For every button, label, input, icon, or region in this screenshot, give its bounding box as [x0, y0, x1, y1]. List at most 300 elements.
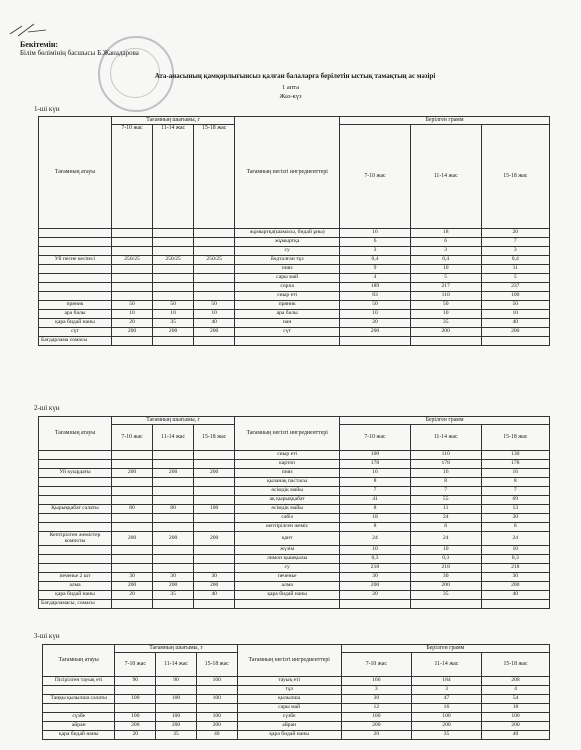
portion-cell: 200 — [153, 468, 194, 477]
header-grams-age: 15-18 жас — [481, 124, 549, 228]
ingredient-cell: картоп — [235, 459, 340, 468]
grams-cell: 24 — [481, 531, 549, 545]
grams-cell: 54 — [482, 694, 550, 703]
grams-cell: 166 — [341, 676, 411, 685]
portion-cell: 200 — [112, 468, 153, 477]
grams-cell: 24 — [410, 513, 481, 522]
grams-cell: 41 — [340, 495, 411, 504]
table-row — [39, 572, 550, 581]
table-row — [39, 459, 550, 468]
portion-cell — [112, 282, 153, 291]
portion-cell — [153, 513, 194, 522]
header-grams: Берілген грамм — [340, 117, 550, 125]
grams-cell: 0,4 — [340, 255, 411, 264]
grams-cell: 18 — [410, 228, 481, 237]
grams-cell: 208 — [482, 676, 550, 685]
portion-cell: 200 — [194, 468, 235, 477]
grams-cell: 8 — [340, 522, 411, 531]
portion-cell — [112, 246, 153, 255]
table-row — [43, 721, 550, 730]
table-row — [39, 255, 550, 264]
portion-cell — [194, 237, 235, 246]
grams-cell: 100 — [482, 712, 550, 721]
dish-name-cell: Уй песне кеспесі — [39, 255, 112, 264]
day-label: 2-ші күн — [34, 404, 60, 412]
ingredient-cell: сүзбе — [237, 712, 341, 721]
portion-cell: 100 — [156, 694, 197, 703]
portion-cell — [194, 599, 235, 608]
grams-cell: 18 — [340, 513, 411, 522]
portion-cell — [153, 477, 194, 486]
dish-name-cell — [43, 703, 115, 712]
header-dish: Тағамның атауы — [43, 645, 115, 677]
portion-cell: 250/25 — [194, 255, 235, 264]
dish-name-cell — [39, 495, 112, 504]
grams-cell: 30 — [410, 572, 481, 581]
ingredient-cell: сорпа — [235, 282, 340, 291]
dish-name-cell — [39, 282, 112, 291]
grams-cell: 10 — [410, 545, 481, 554]
grams-cell: 35 — [410, 590, 481, 599]
portion-cell — [194, 264, 235, 273]
grams-cell: 110 — [410, 450, 481, 459]
grams-cell: 24 — [410, 531, 481, 545]
dish-name-cell: алма — [39, 581, 112, 590]
header-grams-age: 7-10 жас — [340, 124, 411, 228]
ingredient-cell: ақ қырыққабат — [235, 495, 340, 504]
grams-cell: 30 — [341, 694, 411, 703]
header-portion-age: 11-14 жас — [156, 652, 197, 676]
dish-name-cell: айран — [43, 721, 115, 730]
header-portion-age: 15-18 жас — [194, 424, 235, 450]
portion-cell: 200 — [112, 327, 153, 336]
portion-cell: 30 — [153, 572, 194, 581]
portion-cell — [194, 545, 235, 554]
grams-cell: 178 — [340, 459, 411, 468]
header-grams-age: 11-14 жас — [410, 124, 481, 228]
portion-cell: 80 — [112, 504, 153, 513]
portion-cell — [153, 459, 194, 468]
ingredient-cell: ара балы — [235, 309, 340, 318]
portion-cell — [112, 264, 153, 273]
portion-cell — [112, 291, 153, 300]
grams-cell: 8 — [481, 522, 549, 531]
grams-cell: 10 — [410, 309, 481, 318]
portion-cell — [153, 450, 194, 459]
header-grams-age: 11-14 жас — [411, 652, 481, 676]
header-grams-age: 15-18 жас — [481, 424, 549, 450]
grams-cell: 16 — [411, 703, 481, 712]
portion-cell — [153, 291, 194, 300]
menu-table — [38, 116, 550, 346]
portion-cell: 40 — [196, 730, 237, 739]
grams-cell — [481, 599, 549, 608]
portion-cell — [194, 273, 235, 282]
grams-cell: 7 — [410, 486, 481, 495]
grams-cell: 4 — [340, 273, 411, 282]
grams-cell: 100 — [481, 291, 549, 300]
grams-cell: 35 — [410, 318, 481, 327]
portion-cell: 200 — [194, 327, 235, 336]
day-label: 3-ші күн — [34, 632, 60, 640]
portion-cell — [194, 246, 235, 255]
table-row — [39, 486, 550, 495]
ingredient-cell: қант — [235, 531, 340, 545]
table-row — [39, 545, 550, 554]
ingredient-cell: сары май — [235, 273, 340, 282]
header-grams-age: 7-10 жас — [341, 652, 411, 676]
portion-cell — [153, 563, 194, 572]
portion-cell: 20 — [112, 590, 153, 599]
portion-cell: 50 — [153, 300, 194, 309]
week-label: 1 апта — [282, 84, 299, 91]
grams-cell: 55 — [410, 495, 481, 504]
table-row — [39, 504, 550, 513]
table-row — [39, 300, 550, 309]
portion-cell — [194, 282, 235, 291]
portion-cell: 100 — [196, 712, 237, 721]
ingredient-cell: жұмыртқа(шамасы, бидай ұны) — [235, 228, 340, 237]
table-row — [43, 730, 550, 739]
portion-cell: 40 — [194, 318, 235, 327]
grams-cell: 200 — [410, 581, 481, 590]
portion-cell: 10 — [194, 309, 235, 318]
table-row — [39, 554, 550, 563]
header-portion-age: 7-10 жас — [112, 424, 153, 450]
table-row — [39, 495, 550, 504]
grams-cell: 7 — [481, 486, 549, 495]
portion-cell: 200 — [194, 531, 235, 545]
portion-cell — [153, 545, 194, 554]
table-row — [39, 318, 550, 327]
header-grams-age: 11-14 жас — [410, 424, 481, 450]
header-dish: Тағамның атауы — [39, 117, 112, 229]
signature-mark — [8, 20, 48, 40]
grams-cell: 218 — [340, 563, 411, 572]
dish-name-cell — [39, 291, 112, 300]
grams-cell — [340, 599, 411, 608]
table-row — [39, 477, 550, 486]
grams-cell: 189 — [340, 282, 411, 291]
dish-name-cell: пряник — [39, 300, 112, 309]
ingredient-cell — [235, 599, 340, 608]
grams-cell: 0,3 — [340, 554, 411, 563]
grams-cell: 13 — [481, 504, 549, 513]
grams-cell: 16 — [481, 468, 549, 477]
grams-cell: 3 — [341, 685, 411, 694]
grams-cell: 8 — [410, 522, 481, 531]
portion-cell — [194, 513, 235, 522]
ingredient-cell: қызылша — [237, 694, 341, 703]
portion-cell: 30 — [194, 572, 235, 581]
portion-cell — [153, 522, 194, 531]
table-row — [39, 264, 550, 273]
dish-name-cell — [39, 554, 112, 563]
grams-cell: 8 — [340, 504, 411, 513]
grams-cell: 7 — [481, 237, 549, 246]
dish-name-cell: қара бидай наны — [39, 590, 112, 599]
table-row — [39, 522, 550, 531]
ingredient-cell: жүзім — [235, 545, 340, 554]
portion-cell: 200 — [153, 581, 194, 590]
portion-cell — [153, 264, 194, 273]
grams-cell: 3 — [481, 246, 549, 255]
portion-cell: 200 — [153, 327, 194, 336]
portion-cell — [153, 237, 194, 246]
ingredient-cell: нан — [235, 318, 340, 327]
portion-cell: 90 — [156, 676, 197, 685]
ingredient-cell: пряник — [235, 300, 340, 309]
grams-cell: 16 — [340, 468, 411, 477]
portion-cell: 200 — [194, 581, 235, 590]
dish-name-cell — [39, 486, 112, 495]
portion-cell — [115, 703, 156, 712]
header-portion: Тағамның шығымы, г — [115, 645, 237, 653]
portion-cell — [153, 273, 194, 282]
portion-cell — [112, 459, 153, 468]
grams-cell: 130 — [481, 450, 549, 459]
ingredient-cell: алма — [235, 581, 340, 590]
grams-cell: 10 — [410, 264, 481, 273]
table-row — [39, 291, 550, 300]
table-row — [39, 246, 550, 255]
grams-cell: 0,4 — [481, 255, 549, 264]
grams-cell: 69 — [481, 495, 549, 504]
table-row — [39, 282, 550, 291]
header-ingredients: Тағамның негізгі ингредиенттері — [235, 417, 340, 451]
grams-cell: 3 — [411, 685, 481, 694]
ingredient-cell: йодталған тұз — [235, 255, 340, 264]
grams-cell: 100 — [411, 712, 481, 721]
grams-cell — [410, 336, 481, 345]
menu-table — [42, 644, 550, 740]
dish-name-cell: қара бидай наны — [43, 730, 115, 739]
portion-cell — [156, 703, 197, 712]
portion-cell — [112, 450, 153, 459]
grams-cell: 200 — [482, 721, 550, 730]
dish-name-cell — [39, 563, 112, 572]
grams-cell: 11 — [481, 264, 549, 273]
portion-cell — [112, 237, 153, 246]
grams-cell: 8 — [481, 477, 549, 486]
season-label: Жаз-күз — [279, 93, 302, 100]
header-grams: Берілген грамм — [340, 417, 550, 425]
portion-cell — [112, 495, 153, 504]
table-row — [39, 599, 550, 608]
grams-cell: 30 — [481, 513, 549, 522]
portion-cell — [153, 228, 194, 237]
grams-cell: 218 — [481, 563, 549, 572]
ingredient-cell — [235, 336, 340, 345]
portion-cell: 100 — [115, 694, 156, 703]
grams-cell: 237 — [481, 282, 549, 291]
dish-name-cell — [39, 264, 112, 273]
dish-name-cell: Таңқы қызылша салаты — [43, 694, 115, 703]
ingredient-cell: пияз — [235, 264, 340, 273]
grams-cell: 4 — [482, 685, 550, 694]
grams-cell — [481, 336, 549, 345]
grams-cell: 50 — [340, 300, 411, 309]
portion-cell — [153, 246, 194, 255]
grams-cell: 218 — [410, 563, 481, 572]
portion-cell — [112, 336, 153, 345]
grams-cell — [340, 336, 411, 345]
dish-name-cell — [43, 685, 115, 694]
dish-name-cell: Бағдарламасы, сомасы — [39, 599, 112, 608]
portion-cell — [112, 554, 153, 563]
grams-cell: 184 — [411, 676, 481, 685]
portion-cell — [153, 495, 194, 504]
portion-cell: 35 — [153, 590, 194, 599]
dish-name-cell — [39, 477, 112, 486]
grams-cell: 200 — [410, 327, 481, 336]
grams-cell: 16 — [340, 228, 411, 237]
portion-cell — [112, 228, 153, 237]
grams-cell: 10 — [340, 545, 411, 554]
grams-cell: 20 — [340, 590, 411, 599]
grams-cell: 5 — [410, 273, 481, 282]
table-row — [39, 581, 550, 590]
header-portion-age: 15-18 жас — [196, 652, 237, 676]
table-row — [43, 694, 550, 703]
ingredient-cell: лимон қышқылы — [235, 554, 340, 563]
ingredient-cell: тұз — [237, 685, 341, 694]
grams-cell: 47 — [411, 694, 481, 703]
dish-name-cell — [39, 545, 112, 554]
portion-cell: 10 — [112, 309, 153, 318]
table-row — [43, 676, 550, 685]
grams-cell: 11 — [410, 504, 481, 513]
grams-cell: 0,4 — [410, 255, 481, 264]
grams-cell: 10 — [340, 309, 411, 318]
grams-cell: 6 — [340, 237, 411, 246]
grams-cell: 20 — [340, 318, 411, 327]
portion-cell — [194, 495, 235, 504]
grams-cell: 200 — [341, 721, 411, 730]
table-row — [39, 563, 550, 572]
dish-name-cell — [39, 459, 112, 468]
grams-cell: 3 — [340, 246, 411, 255]
grams-cell: 40 — [481, 590, 549, 599]
grams-cell: 0,3 — [410, 554, 481, 563]
grams-cell: 200 — [340, 581, 411, 590]
grams-cell: 6 — [410, 237, 481, 246]
ingredient-cell: печенье — [235, 572, 340, 581]
grams-cell: 83 — [340, 291, 411, 300]
ingredient-cell: сәбіз — [235, 513, 340, 522]
portion-cell: 250/25 — [112, 255, 153, 264]
menu-table — [38, 416, 550, 609]
grams-cell: 10 — [481, 545, 549, 554]
approval-title: Бекітемін: — [20, 40, 59, 49]
grams-cell: 18 — [482, 703, 550, 712]
header-dish: Тағамның атауы — [39, 417, 112, 451]
table-row — [39, 273, 550, 282]
portion-cell — [153, 282, 194, 291]
portion-cell: 35 — [156, 730, 197, 739]
portion-cell — [196, 703, 237, 712]
header-grams-age: 15-18 жас — [482, 652, 550, 676]
portion-cell: 100 — [115, 712, 156, 721]
table-row — [39, 309, 550, 318]
grams-cell: 5 — [481, 273, 549, 282]
portion-cell — [194, 486, 235, 495]
ingredient-cell: сиыр еті — [235, 450, 340, 459]
portion-cell: 40 — [194, 590, 235, 599]
portion-cell — [194, 459, 235, 468]
grams-cell: 9 — [340, 264, 411, 273]
grams-cell: 217 — [410, 282, 481, 291]
portion-cell: 200 — [196, 721, 237, 730]
portion-cell — [153, 486, 194, 495]
portion-cell — [153, 554, 194, 563]
portion-cell — [112, 273, 153, 282]
dish-name-cell — [39, 246, 112, 255]
portion-cell — [194, 477, 235, 486]
ingredient-cell: өсімдік майы — [235, 486, 340, 495]
dish-name-cell — [39, 273, 112, 282]
portion-cell: 200 — [153, 531, 194, 545]
header-portion-age: 7-10 жас — [115, 652, 156, 676]
ingredient-cell: айран — [237, 721, 341, 730]
dish-name-cell — [39, 228, 112, 237]
grams-cell: 8 — [340, 477, 411, 486]
portion-cell: 90 — [115, 676, 156, 685]
table-row — [39, 590, 550, 599]
grams-cell: 50 — [481, 300, 549, 309]
ingredient-cell: су — [235, 246, 340, 255]
grams-cell: 100 — [341, 712, 411, 721]
dish-name-cell: Уй куырдағы — [39, 468, 112, 477]
portion-cell — [112, 486, 153, 495]
grams-cell: 20 — [481, 228, 549, 237]
header-grams: Берілген грамм — [341, 645, 549, 653]
portion-cell — [115, 685, 156, 694]
portion-cell — [153, 599, 194, 608]
portion-cell: 100 — [196, 676, 237, 685]
header-ingredients: Тағамның негізгі ингредиенттері — [237, 645, 341, 677]
grams-cell: 30 — [340, 572, 411, 581]
grams-cell: 40 — [482, 730, 550, 739]
portion-cell — [112, 477, 153, 486]
ingredient-cell: пияз — [235, 468, 340, 477]
portion-cell: 100 — [196, 694, 237, 703]
portion-cell — [194, 450, 235, 459]
table-row — [39, 468, 550, 477]
header-grams-age: 7-10 жас — [340, 424, 411, 450]
ingredient-cell: сары май — [237, 703, 341, 712]
ingredient-cell: тауық еті — [237, 676, 341, 685]
grams-cell: 24 — [340, 531, 411, 545]
grams-cell: 3 — [410, 246, 481, 255]
header-portion: Тағамның шығымы, г — [112, 417, 235, 425]
ingredient-cell: қызанақ пастасы — [235, 477, 340, 486]
table-row — [39, 237, 550, 246]
portion-cell — [112, 545, 153, 554]
dish-name-cell — [39, 522, 112, 531]
ingredient-cell: қара бидай наны — [237, 730, 341, 739]
grams-cell: 200 — [481, 581, 549, 590]
dish-name-cell: Бағдарлама сомасы — [39, 336, 112, 345]
portion-cell: 200 — [112, 531, 153, 545]
table-row — [39, 531, 550, 545]
ingredient-cell: өсімдік майы — [235, 504, 340, 513]
grams-cell — [410, 599, 481, 608]
dish-name-cell: Пісірілген тауық еті — [43, 676, 115, 685]
grams-cell: 178 — [410, 459, 481, 468]
approval-block — [20, 40, 139, 58]
dish-name-cell: ара балы — [39, 309, 112, 318]
